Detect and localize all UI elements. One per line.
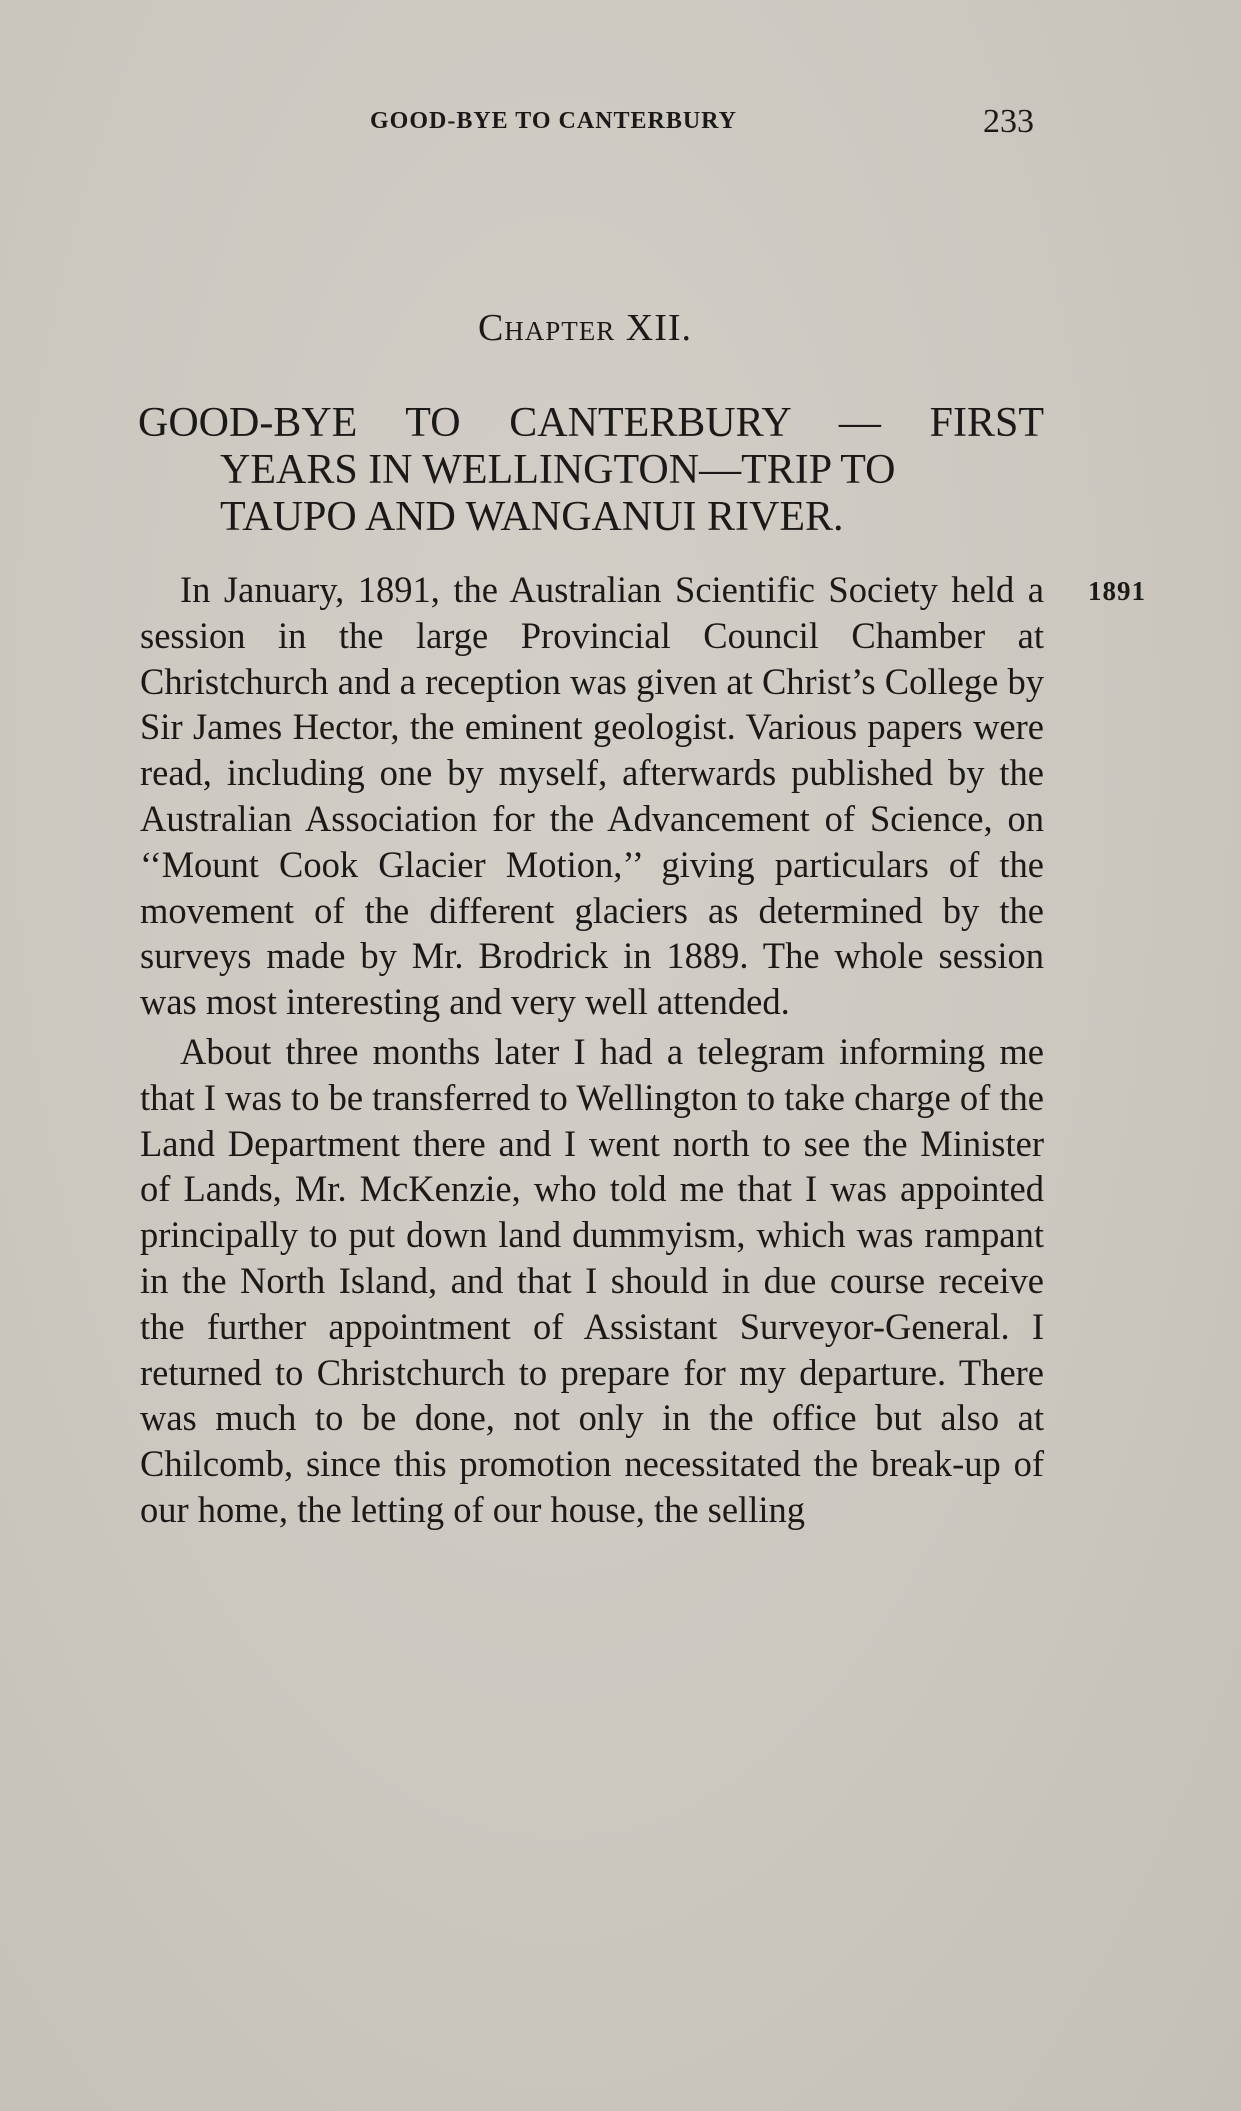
chapter-title-line: YEARS IN WELLINGTON—TRIP TO (220, 447, 896, 493)
margin-year-note: 1891 (1088, 576, 1146, 606)
running-head: GOOD-BYE TO CANTERBURY (370, 108, 737, 134)
chapter-label: Chapter XII. (477, 307, 693, 349)
chapter-title (138, 400, 1044, 541)
paragraph: In January, 1891, the Australian Scientific Society held a session in the large Provincial Council Chamber at Christchurch and a reception was given at Christ’s College by Sir James Hector, the eminent geologist. Various papers were read, including one by myself, afterwards published by the Australian Association for the Advancement of Science, on ‘‘Mount Cook Glacier Motion,’’ giving particulars of the movement of the different glaciers as determined by the surveys made by Mr. Brodrick in 1889. The whole session was most interesting and very well attended. (140, 569, 1044, 1023)
paragraph: About three months later I had a telegram informing me that I was to be transferred to Wellington to take charge of the Land Department there and I went north to see the Minister of Lands, Mr. McKenzie, who told me that I was appointed principally to put down land dummyism, which was rampant in the North Island, and that I should in due course receive the further appointment of Assistant Surveyor-General. I returned to Christchurch to prepare for my departure. There was much to be done, not only in the office but also at Chilcomb, since this promotion necessitated the break-up of our home, the letting of our house, the selling (140, 1030, 1044, 1530)
chapter-title-line: GOOD-BYE TO CANTERBURY — FIRST (138, 400, 1044, 446)
page-number: 233 (983, 103, 1034, 140)
body-text (140, 567, 1044, 1533)
chapter-title-line: TAUPO AND WANGANUI RIVER. (220, 494, 844, 540)
